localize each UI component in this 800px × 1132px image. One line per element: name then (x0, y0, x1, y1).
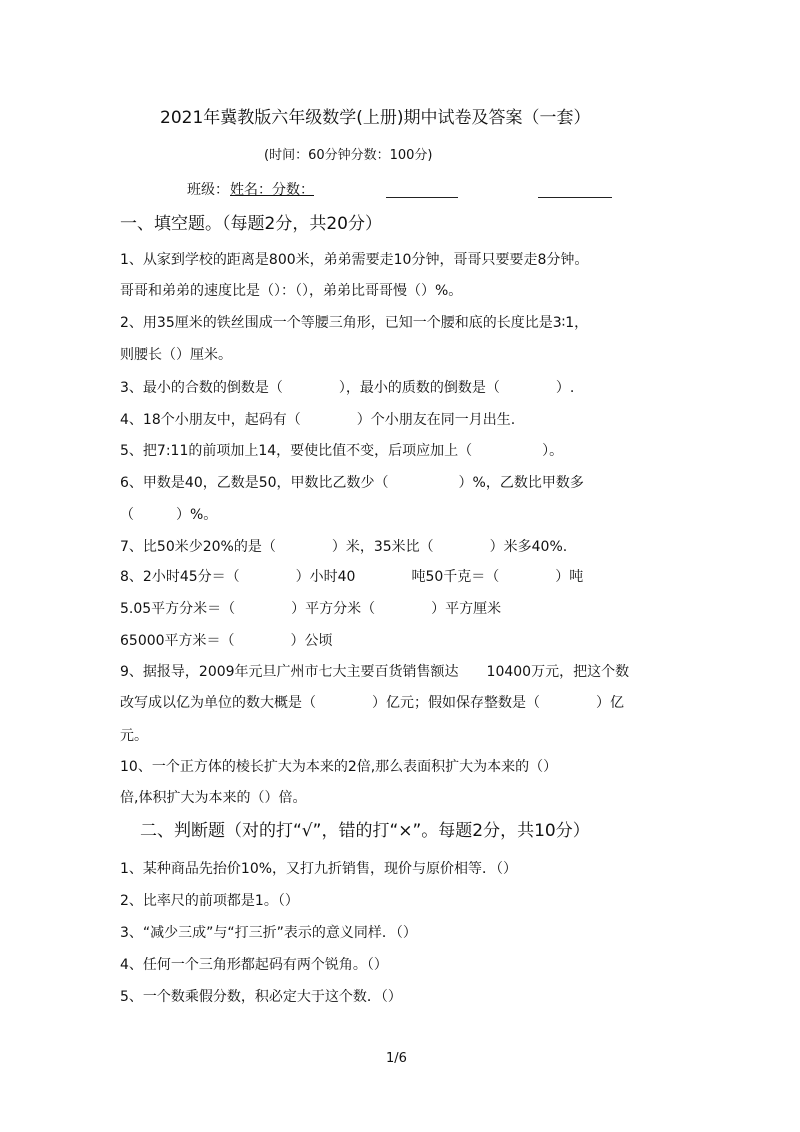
question-line: 6、甲数是40，乙数是50，甲数比乙数少（ ）%，乙数比甲数多 (120, 475, 584, 491)
question-line: 2、用35厘米的铁丝围成一个等腰三角形，已知一个腰和底的长度比是3∶1， (120, 315, 589, 331)
question-line: 改写成以亿为单位的数大概是（ ）亿元；假如保存整数是（ ）亿 (120, 695, 624, 711)
document-title: 2021年冀教版六年级数学(上册)期中试卷及答案（一套） (160, 108, 591, 128)
question-line: 4、18个小朋友中，起码有（ ）个小朋友在同一月出生. (120, 412, 516, 428)
question-line: 倍,体积扩大为本来的（）倍。 (120, 790, 307, 806)
question-line: 3、“减少三成”与“打三折”表示的意义同样．（） (120, 925, 417, 941)
name-blank-line (386, 197, 458, 198)
question-line: 5.05平方分米＝（ ）平方分米（ ）平方厘米 (120, 601, 502, 617)
section-2-heading: 二、判断题（对的打“√”，错的打“×”。每题2分，共10分） (140, 821, 590, 841)
question-line: 65000平方米＝（ ）公顷 (120, 633, 333, 649)
question-line: 5、一个数乘假分数，积必定大于这个数．（） (120, 989, 402, 1005)
question-line: 4、任何一个三角形都起码有两个锐角。（） (120, 957, 388, 973)
question-line: 8、2小时45分＝（ ）小时40 吨50千克＝（ ）吨 (120, 569, 584, 585)
question-line: 1、从家到学校的距离是800米，弟弟需要走10分钟，哥哥只要要走8分钟。 (120, 252, 589, 268)
name-score-label: 姓名：分数： (230, 182, 314, 198)
page-number: 1/6 (386, 1051, 407, 1066)
question-line: 1、某种商品先抬价10%，又打九折销售，现价与原价相等．（） (120, 861, 518, 877)
question-line: 元。 (120, 728, 148, 744)
question-line: 10、一个正方体的棱长扩大为本来的2倍,那么表面积扩大为本来的（） (120, 759, 558, 775)
question-line: 3、最小的合数的倒数是（ ），最小的质数的倒数是（ ）. (120, 380, 575, 396)
question-line: 7、比50米少20%的是（ ）米，35米比（ ）米多40%. (120, 539, 568, 555)
question-line: （ ）%。 (120, 507, 218, 523)
score-blank-line (538, 197, 612, 198)
class-label: 班级： (187, 182, 229, 198)
question-line: 5、把7:11的前项加上14，要使比值不变，后项应加上（ ）。 (120, 443, 564, 459)
question-line: 9、据报导，2009年元旦广州市七大主要百货销售额达 10400万元，把这个数 (120, 664, 630, 680)
document-subtitle: (时间：60分钟分数：100分) (264, 148, 433, 163)
question-line: 则腰长（）厘米。 (120, 347, 232, 363)
section-1-heading: 一、填空题。（每题2分，共20分） (120, 214, 382, 234)
question-line: 哥哥和弟弟的速度比是（）：（），弟弟比哥哥慢（）%。 (120, 283, 463, 299)
question-line: 2、比率尺的前项都是1。（） (120, 893, 299, 909)
